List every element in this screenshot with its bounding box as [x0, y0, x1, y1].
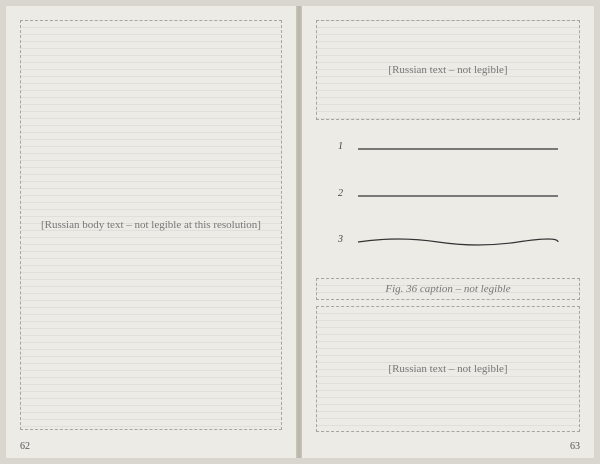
trace-3-baseline [358, 239, 558, 245]
left-page [6, 6, 296, 458]
left-body-text: [Russian body text – not legible at this resolution] [20, 20, 282, 430]
polarity-traces [338, 124, 568, 274]
right-bottom-text: [Russian text – not legible] [316, 306, 580, 432]
right-top-text: [Russian text – not legible] [316, 20, 580, 120]
trace-1-label: 1 [338, 141, 343, 152]
figure-caption: Fig. 36 caption – not legible [316, 278, 580, 300]
figure-36 [338, 124, 568, 274]
right-page-number: 63 [570, 441, 580, 452]
trace-3-label: 3 [338, 234, 343, 245]
left-page-number: 62 [20, 441, 30, 452]
right-page [302, 6, 594, 458]
trace-2-label: 2 [338, 188, 343, 199]
